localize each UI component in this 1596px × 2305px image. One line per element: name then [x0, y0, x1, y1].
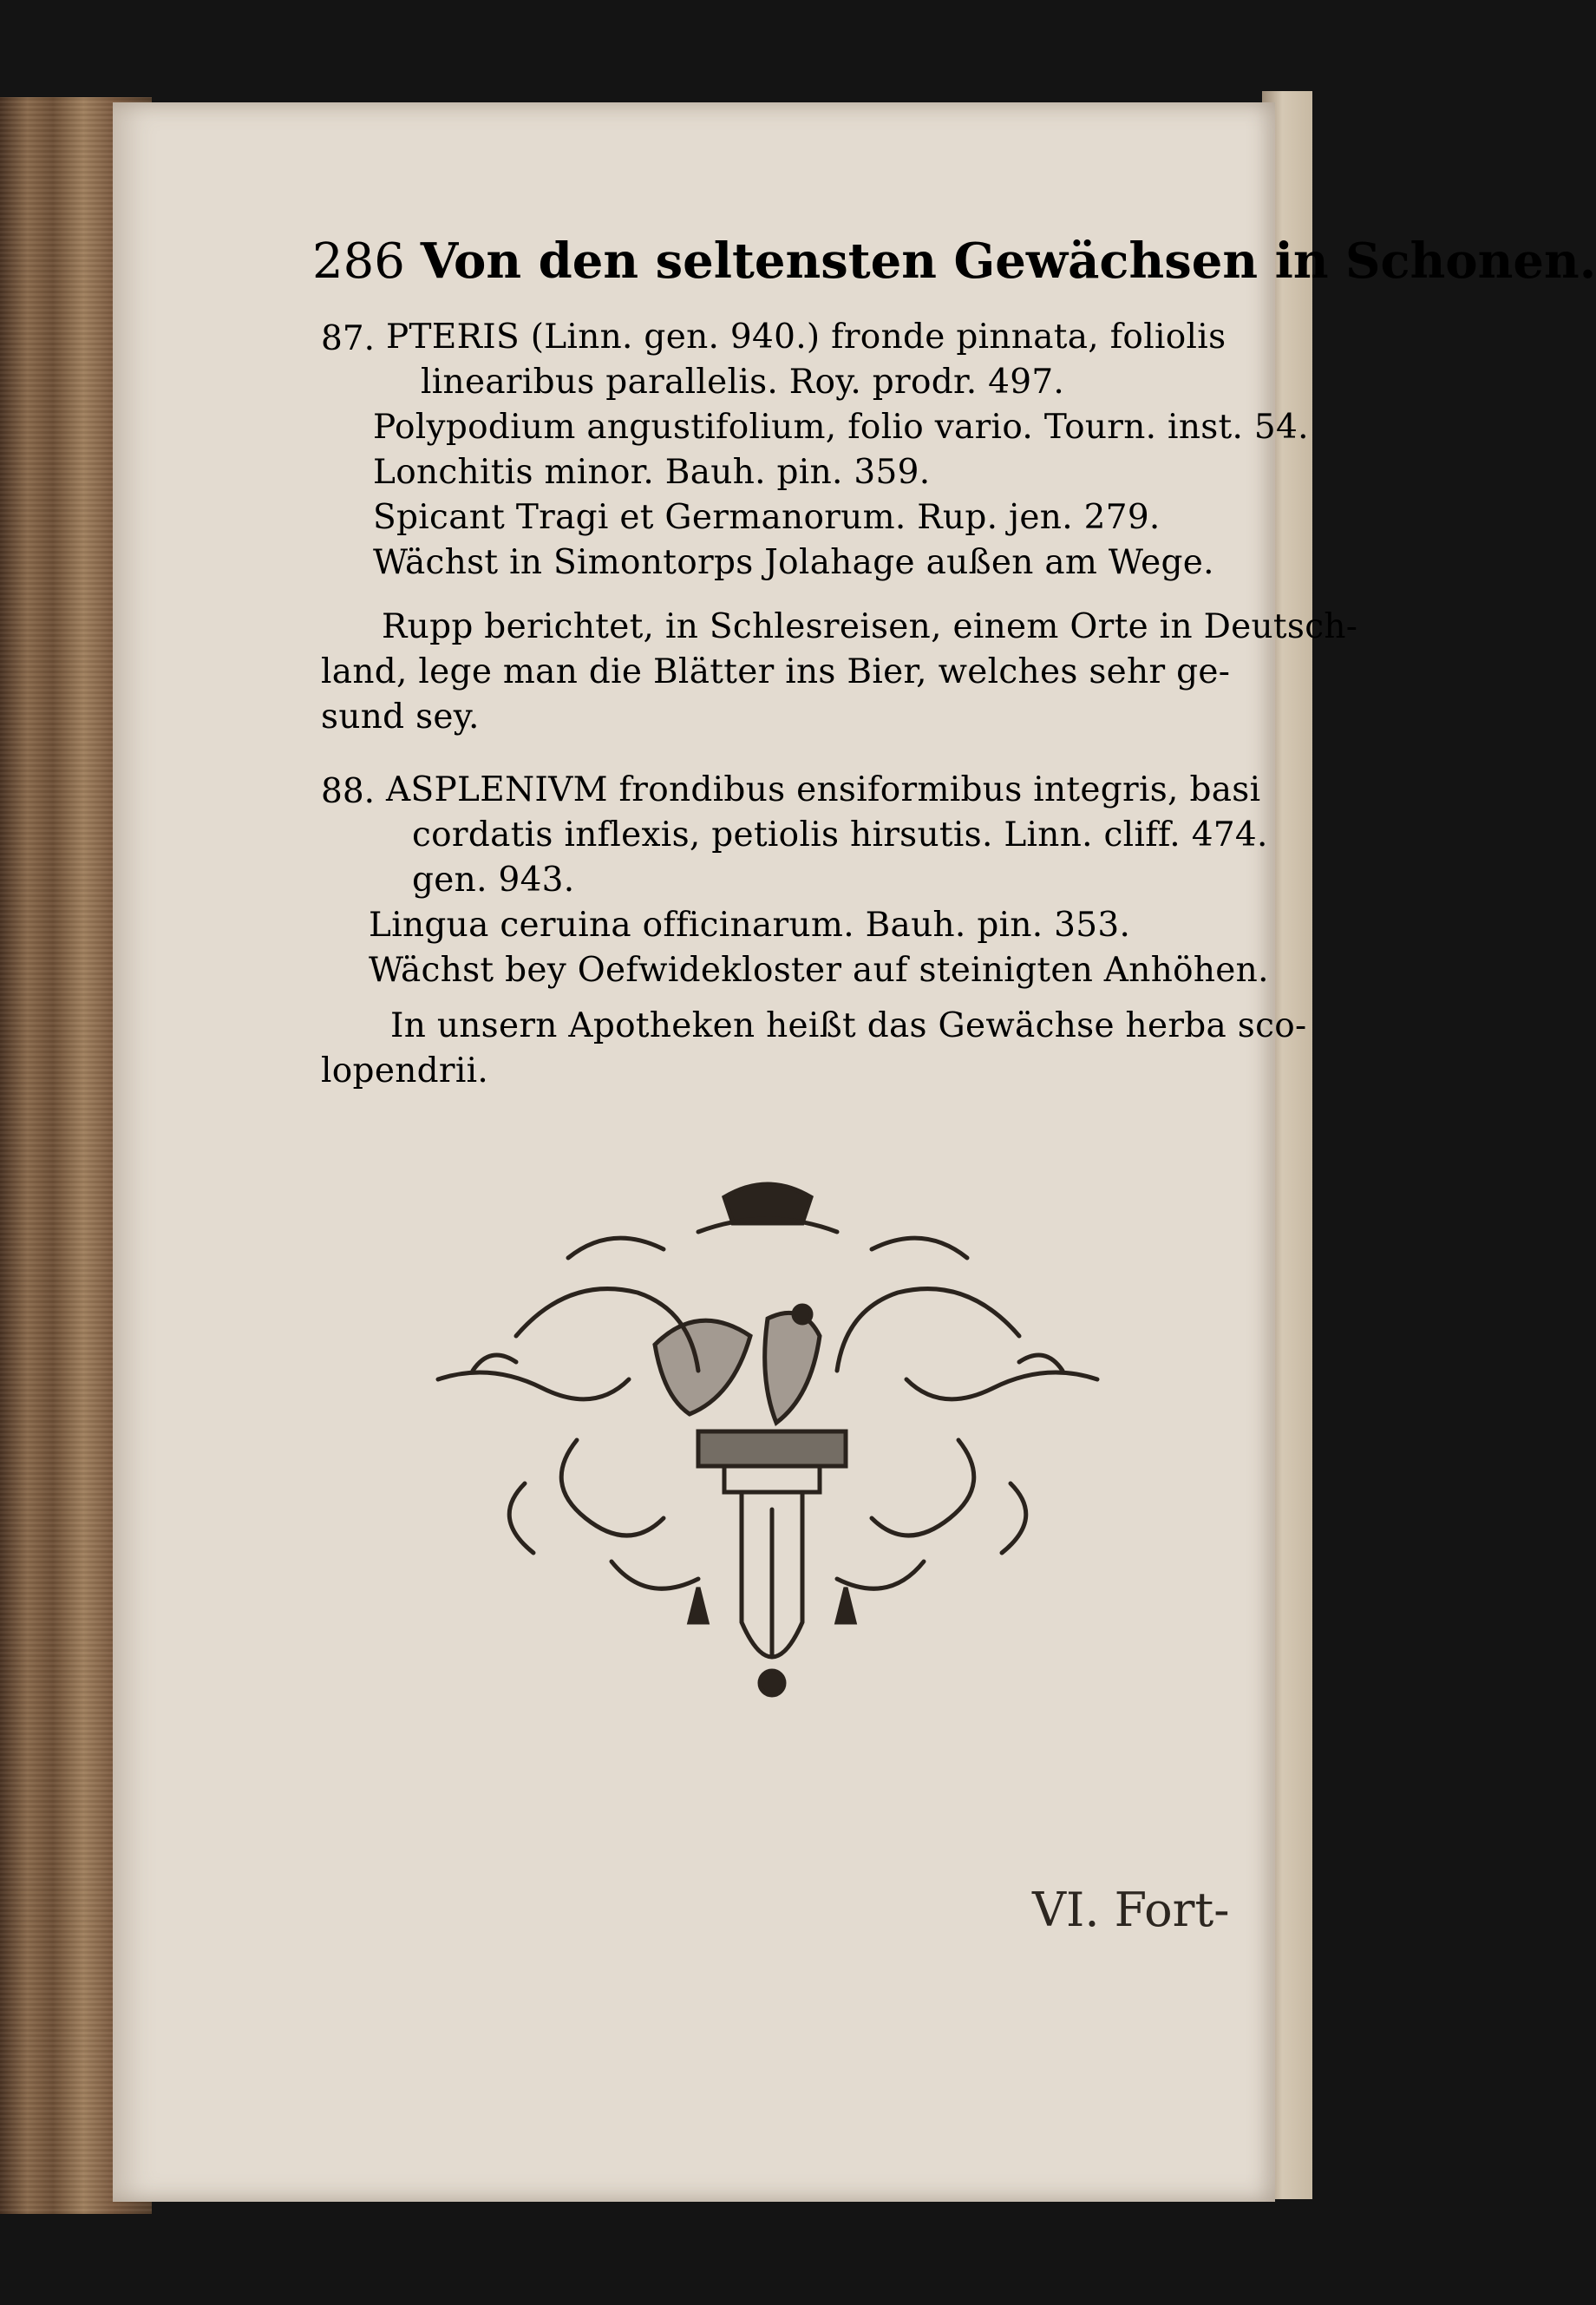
paragraph-line: sund sey. — [321, 697, 480, 737]
entry-line: Lingua ceruina officinarum. Bauh. pin. 353. — [369, 906, 1131, 945]
running-title: Von den seltensten Gewächsen in Schonen. — [420, 232, 1596, 290]
entry-line: Lonchitis minor. Bauh. pin. 359. — [373, 453, 931, 492]
catchword: VI. Fort- — [1032, 1883, 1230, 1937]
entry-line: cordatis inflexis, petiolis hirsutis. Linn. cliff. 474. — [412, 815, 1268, 855]
entry-line: linearibus parallelis. Roy. prodr. 497. — [421, 363, 1065, 402]
page-number: 286 — [312, 233, 405, 290]
paragraph-line: In unsern Apotheken heißt das Gewächse herba sco- — [390, 1006, 1307, 1045]
paragraph-line: land, lege man die Blätter ins Bier, welches sehr ge- — [321, 652, 1231, 691]
entry-line: gen. 943. — [412, 861, 575, 900]
entry-line: Polypodium angustifolium, folio vario. Tourn. inst. 54. — [373, 408, 1309, 447]
entry-line: ASPLENIVM frondibus ensiformibus integris, basi — [386, 770, 1261, 809]
paragraph-line: lopendrii. — [321, 1051, 489, 1090]
entry-number: 87. — [321, 319, 376, 358]
paragraph-line: Rupp berichtet, in Schlesreisen, einem Orte in Deutsch- — [382, 607, 1358, 646]
entry-line: Spicant Tragi et Germanorum. Rup. jen. 279. — [373, 498, 1161, 537]
entry-line: PTERIS (Linn. gen. 940.) fronde pinnata, foliolis — [386, 318, 1226, 357]
running-head — [312, 232, 1596, 290]
entry-line: Wächst in Simontorps Jolahage außen am Wege. — [373, 543, 1214, 582]
eagle-vignette-ornament-icon — [438, 1171, 1097, 1709]
entry-line: Wächst bey Oefwidekloster auf steinigten Anhöhen. — [369, 951, 1269, 990]
entry-number: 88. — [321, 772, 376, 811]
